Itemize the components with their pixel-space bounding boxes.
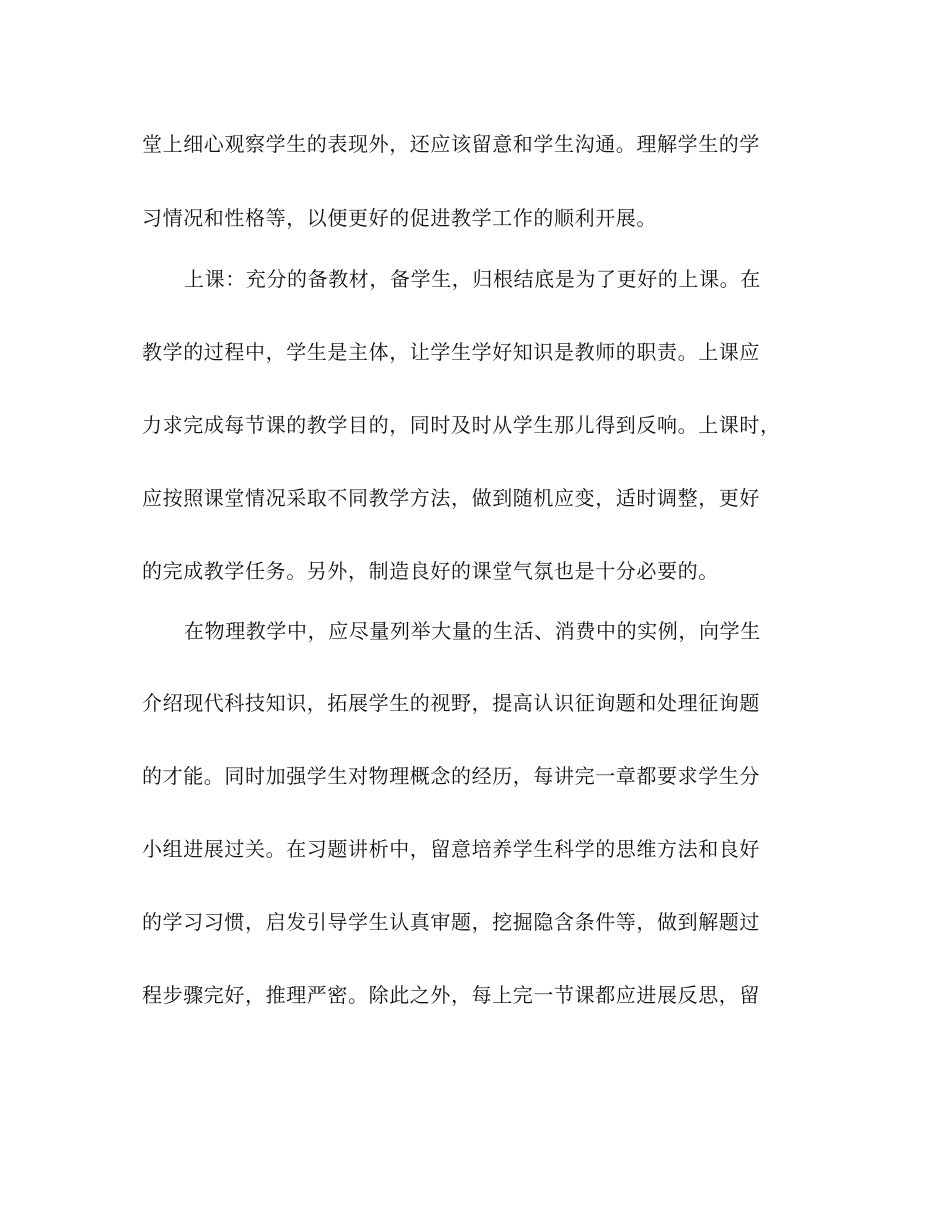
- text-line: 介绍现代科技知识，拓展学生的视野，提高认识征询题和处理征询题: [142, 691, 760, 715]
- paragraph-start-line: 上课：充分的备教材，备学生，归根结底是为了更好的上课。在: [184, 267, 761, 291]
- text-line: 的学习习惯，启发引导学生认真审题，挖掘隐含条件等，做到解题过: [142, 910, 760, 934]
- text-line: 教学的过程中，学生是主体，让学生学好知识是教师的职责。上课应: [142, 340, 760, 364]
- text-line: 小组进展过关。在习题讲析中，留意培养学生科学的思维方法和良好: [142, 837, 760, 861]
- text-line: 力求完成每节课的教学目的，同时及时从学生那儿得到反响。上课时，: [142, 413, 781, 437]
- text-line: 应按照课堂情况采取不同教学方法，做到随机应变，适时调整，更好: [142, 486, 760, 510]
- text-line: 习情况和性格等，以便更好的促进教学工作的顺利开展。: [142, 206, 657, 230]
- text-line: 的完成教学任务。另外，制造良好的课堂气氛也是十分必要的。: [142, 559, 719, 583]
- text-line: 的才能。同时加强学生对物理概念的经历，每讲完一章都要求学生分: [142, 764, 760, 788]
- paragraph-start-line: 在物理教学中，应尽量列举大量的生活、消费中的实例，向学生: [184, 619, 761, 643]
- text-line: 堂上细心观察学生的表现外，还应该留意和学生沟通。理解学生的学: [142, 132, 760, 156]
- text-line: 程步骤完好，推理严密。除此之外，每上完一节课都应进展反思，留: [142, 983, 760, 1007]
